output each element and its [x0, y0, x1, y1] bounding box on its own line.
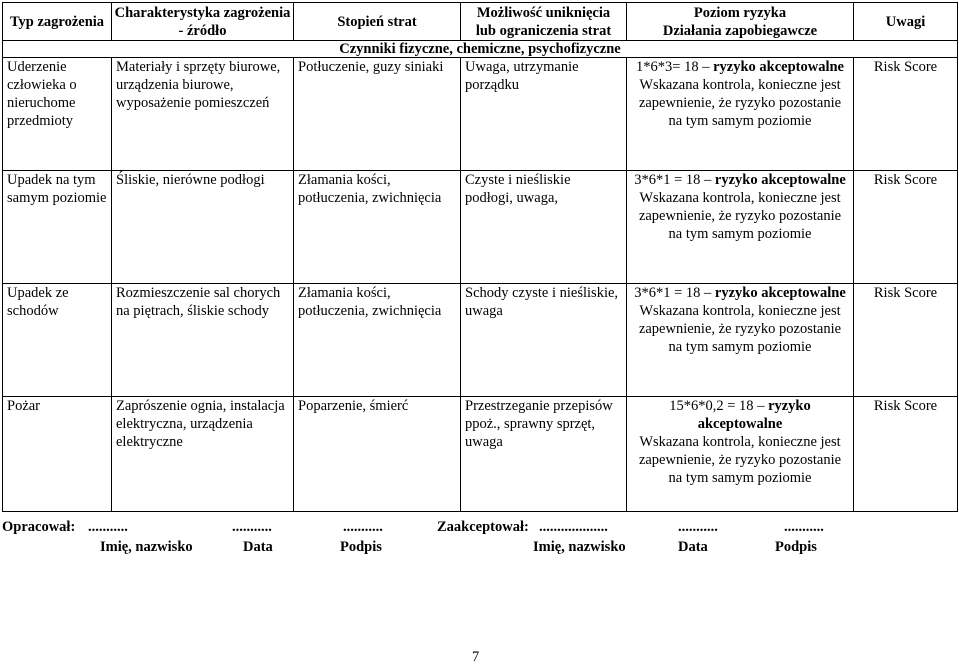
cell-loss: Złamania kości, potłuczenia, zwichnięcia	[294, 284, 461, 397]
caption-sign-1: Podpis	[340, 539, 382, 555]
level-calc: 3*6*1 = 18	[634, 172, 701, 188]
caption-sign-2: Podpis	[775, 539, 817, 555]
prepared-dots-date: ...........	[232, 519, 272, 535]
level-action: Wskazana kontrola, konieczne jest zapewnienie, że ryzyko pozostanie na tym samym poziomie	[638, 77, 842, 129]
cell-level: 15*6*0,2 = 18 – ryzyko akceptowalne Wskazana kontrola, konieczne jest zapewnienie, że ryzyko pozostanie na tym samym poziomie	[627, 397, 854, 512]
level-calc: 3*6*1 = 18	[634, 285, 701, 301]
cell-source: Rozmieszczenie sal chorych na piętrach, śliskie schody	[112, 284, 294, 397]
caption-date-2: Data	[678, 539, 708, 555]
header-level	[627, 3, 854, 41]
table-row	[3, 284, 958, 397]
cell-source: Zaprószenie ognia, instalacja elektryczna, urządzenia elektryczne	[112, 397, 294, 512]
level-word: ryzyko akceptowalne	[714, 285, 846, 301]
accepted-dots-sign: ...........	[784, 519, 824, 535]
group-row	[3, 41, 958, 58]
cell-type: Upadek ze schodów	[3, 284, 112, 397]
cell-loss: Potłuczenie, guzy siniaki	[294, 58, 461, 171]
level-action: Wskazana kontrola, konieczne jest zapewnienie, że ryzyko pozostanie na tym samym poziomie	[638, 303, 842, 355]
level-word: ryzyko akceptowalne	[713, 59, 844, 75]
caption-name-2: Imię, nazwisko	[533, 539, 626, 555]
prepared-dots-sign: ...........	[343, 519, 383, 535]
group-label: Czynniki fizyczne, chemiczne, psychofizyczne	[3, 41, 958, 58]
header-level-line2: Działania zapobiegawcze	[662, 22, 818, 39]
table-row	[3, 58, 958, 171]
cell-avoid: Uwaga, utrzymanie porządku	[461, 58, 627, 171]
page-number: 7	[472, 649, 480, 665]
cell-level: 3*6*1 = 18 – ryzyko akceptowalne Wskazana kontrola, konieczne jest zapewnienie, że ryzyko pozostanie na tym samym poziomie	[627, 171, 854, 284]
accepted-dots-date: ...........	[678, 519, 718, 535]
cell-type: Uderzenie człowieka o nieruchome przedmioty	[3, 58, 112, 171]
level-calc: 1*6*3= 18	[636, 59, 699, 75]
risk-assessment-table	[2, 2, 958, 512]
level-word: ryzyko akceptowalne	[697, 398, 811, 432]
cell-avoid: Czyste i nieśliskie podłogi, uwaga,	[461, 171, 627, 284]
prepared-dots-name: ...........	[88, 519, 128, 535]
header-avoid-line2: lub ograniczenia strat	[475, 22, 612, 39]
header-loss: Stopień strat	[294, 3, 461, 41]
header-type: Typ zagrożenia	[3, 3, 112, 41]
cell-avoid: Przestrzeganie przepisów ppoż., sprawny sprzęt, uwaga	[461, 397, 627, 512]
cell-loss: Złamania kości, potłuczenia, zwichnięcia	[294, 171, 461, 284]
cell-notes: Risk Score	[854, 58, 958, 171]
level-calc: 15*6*0,2 = 18	[669, 398, 754, 414]
cell-type: Upadek na tym samym poziomie	[3, 171, 112, 284]
prepared-label: Opracował:	[2, 519, 76, 535]
cell-notes: Risk Score	[854, 171, 958, 284]
header-notes: Uwagi	[854, 3, 958, 41]
level-action: Wskazana kontrola, konieczne jest zapewnienie, że ryzyko pozostanie na tym samym poziomie	[638, 434, 842, 486]
cell-level: 3*6*1 = 18 – ryzyko akceptowalne Wskazana kontrola, konieczne jest zapewnienie, że ryzyko pozostanie na tym samym poziomie	[627, 284, 854, 397]
cell-source: Śliskie, nierówne podłogi	[112, 171, 294, 284]
accepted-dots-name: ...................	[539, 519, 608, 535]
header-avoid-line1: Możliwość uniknięcia	[476, 4, 611, 21]
cell-level: 1*6*3= 18 – ryzyko akceptowalne Wskazana kontrola, konieczne jest zapewnienie, że ryzyko pozostanie na tym samym poziomie	[627, 58, 854, 171]
table-row	[3, 397, 958, 512]
cell-type: Pożar	[3, 397, 112, 512]
cell-loss: Poparzenie, śmierć	[294, 397, 461, 512]
table-row	[3, 171, 958, 284]
header-level-line1: Poziom ryzyka	[693, 4, 787, 21]
header-source: Charakterystyka zagrożenia - źródło	[112, 3, 294, 41]
header-row	[3, 3, 958, 41]
level-word: ryzyko akceptowalne	[714, 172, 846, 188]
caption-date-1: Data	[243, 539, 273, 555]
header-avoid	[461, 3, 627, 41]
caption-name-1: Imię, nazwisko	[100, 539, 193, 555]
accepted-label: Zaakceptował:	[437, 519, 529, 535]
cell-source: Materiały i sprzęty biurowe, urządzenia biurowe, wyposażenie pomieszczeń	[112, 58, 294, 171]
cell-notes: Risk Score	[854, 284, 958, 397]
cell-notes: Risk Score	[854, 397, 958, 512]
level-action: Wskazana kontrola, konieczne jest zapewnienie, że ryzyko pozostanie na tym samym poziomie	[638, 190, 842, 242]
cell-avoid: Schody czyste i nieśliskie, uwaga	[461, 284, 627, 397]
